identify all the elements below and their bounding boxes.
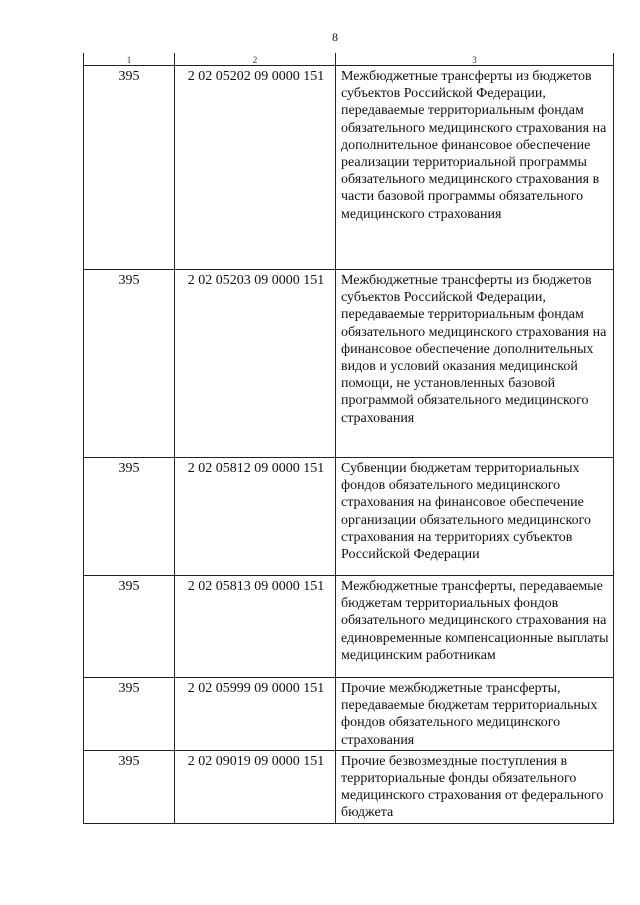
- table-row: [84, 678, 614, 751]
- revenue-name-cell: Субвенции бюджетам территориальных фондов обязательного медицинского страхования на финансовое обеспечение организации обязательного медицинского страхования на территориях субъектов Российской Федерации: [336, 458, 614, 576]
- revenue-name-cell: Межбюджетные трансферты из бюджетов субъектов Российской Федерации, передаваемые территориальным фондам обязательного медицинского страхования на финансовое обеспечение дополнительных видов и условий оказания медицинской помощи, не установленных базовой программой обязательного медицинского страхования: [336, 270, 614, 458]
- kbk-code-cell: 2 02 09019 09 0000 151: [175, 750, 336, 823]
- revenue-name-cell: Прочие безвозмездные поступления в территориальные фонды обязательного медицинского страхования от федерального бюджета: [336, 750, 614, 823]
- table-row: [84, 458, 614, 576]
- kbk-code-cell: 2 02 05202 09 0000 151: [175, 66, 336, 270]
- table-header: [84, 53, 614, 66]
- column-number-1: 1: [84, 53, 175, 66]
- kbk-code-cell: 2 02 05999 09 0000 151: [175, 678, 336, 751]
- column-number-3: 3: [336, 53, 614, 66]
- kbk-code-cell: 2 02 05813 09 0000 151: [175, 576, 336, 678]
- kbk-code-cell: 2 02 05812 09 0000 151: [175, 458, 336, 576]
- column-number-2: 2: [175, 53, 336, 66]
- revenue-name-cell: Межбюджетные трансферты из бюджетов субъектов Российской Федерации, передаваемые территориальным фондам обязательного медицинского страхования на дополнительное финансовое обеспечение реализации территориальной программы обязательного медицинского страхования в части базовой программы обязательного медицинского страхования: [336, 66, 614, 270]
- table-row: [84, 66, 614, 270]
- admin-code-cell: 395: [84, 270, 175, 458]
- page-number: 8: [332, 30, 338, 44]
- table-row: [84, 270, 614, 458]
- table-row: [84, 576, 614, 678]
- table-body: [84, 66, 614, 824]
- admin-code-cell: 395: [84, 458, 175, 576]
- column-number-row: [84, 53, 614, 66]
- admin-code-cell: 395: [84, 750, 175, 823]
- revenue-name-cell: Межбюджетные трансферты, передаваемые бюджетам территориальных фондов обязательного медицинского страхования на единовременные компенсационные выплаты медицинским работникам: [336, 576, 614, 678]
- revenue-codes-table: [83, 53, 614, 824]
- revenue-name-cell: Прочие межбюджетные трансферты, передаваемые бюджетам территориальных фондов обязательного медицинского страхования: [336, 678, 614, 751]
- kbk-code-cell: 2 02 05203 09 0000 151: [175, 270, 336, 458]
- table-row: [84, 750, 614, 823]
- admin-code-cell: 395: [84, 576, 175, 678]
- admin-code-cell: 395: [84, 678, 175, 751]
- admin-code-cell: 395: [84, 66, 175, 270]
